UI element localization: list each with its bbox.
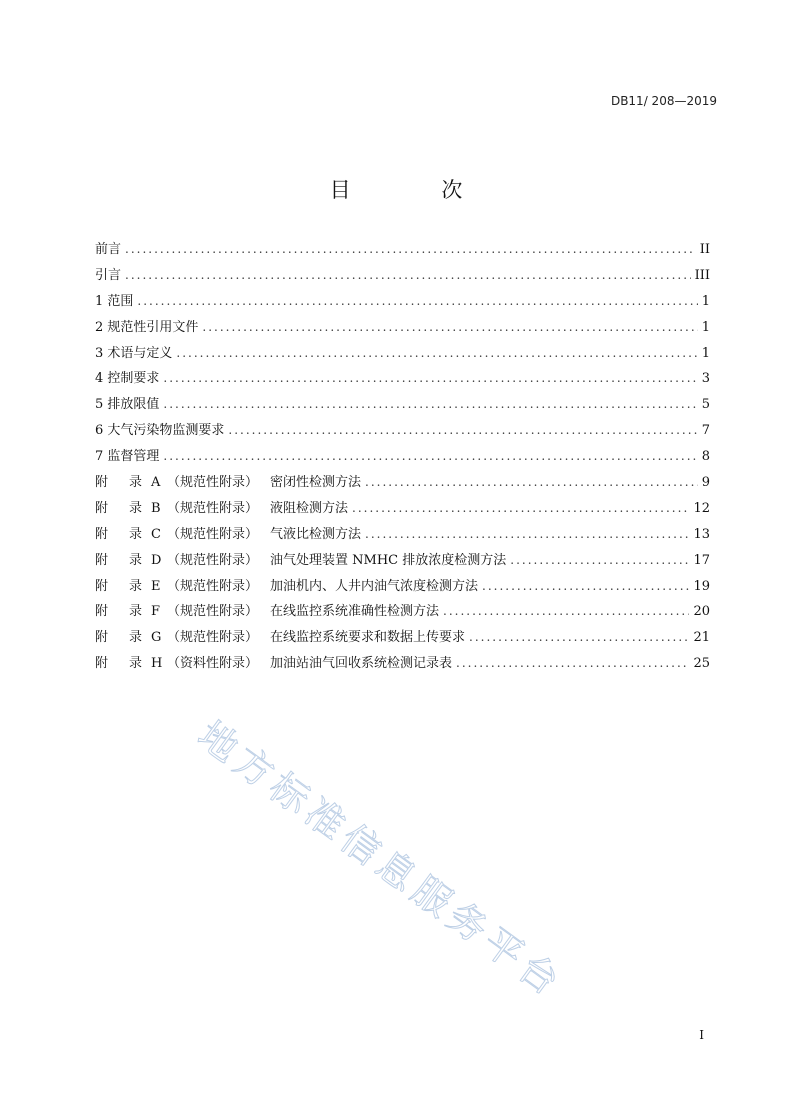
appendix-type: （规范性附录）	[167, 578, 259, 594]
toc-entry[interactable]	[95, 316, 710, 342]
appendix-word-fu: 附	[95, 475, 109, 491]
toc-entry[interactable]	[95, 445, 710, 471]
appendix-letter: E	[151, 578, 161, 594]
appendix-letter: G	[151, 630, 162, 646]
toc-entry-page: 20	[693, 604, 710, 620]
toc-leader	[510, 553, 689, 567]
appendix-type: （规范性附录）	[167, 526, 259, 542]
appendix-word-lu: 录	[129, 578, 143, 594]
toc-entry-page: 1	[701, 293, 710, 309]
appendix-type: （规范性附录）	[167, 604, 259, 620]
document-code: DB11/ 208—2019	[610, 94, 717, 108]
toc-entry-page: III	[694, 267, 710, 283]
toc-entry-label: 前言	[95, 242, 122, 257]
toc-appendix-entry[interactable]	[95, 497, 710, 523]
toc-entry-label: 4 控制要求	[95, 371, 160, 387]
appendix-word-lu: 录	[129, 500, 143, 516]
watermark: 地方标准信息服务平台	[190, 712, 572, 1007]
appendix-label	[95, 626, 465, 645]
appendix-letter: D	[151, 552, 162, 568]
toc-entry-label: 2 规范性引用文件	[95, 319, 199, 335]
toc-entry-label: 6 大气污染物监测要求	[95, 423, 225, 439]
appendix-letter: A	[151, 475, 161, 491]
toc-leader	[163, 449, 697, 463]
appendix-type: （规范性附录）	[167, 475, 259, 491]
appendix-letter: H	[151, 656, 163, 672]
appendix-title: 油气处理装置 NMHC 排放浓度检测方法	[270, 552, 507, 568]
appendix-title: 在线监控系统要求和数据上传要求	[270, 630, 466, 646]
appendix-word-fu: 附	[95, 526, 109, 542]
toc-leader	[163, 371, 697, 385]
toc-entry-page: 5	[701, 397, 710, 413]
toc-entry-page: 25	[693, 656, 710, 672]
appendix-label	[95, 652, 452, 671]
appendix-word-lu: 录	[129, 604, 143, 620]
toc-entry-label: 7 监督管理	[95, 449, 160, 465]
toc-entry-label: 5 排放限值	[95, 397, 160, 413]
appendix-letter: B	[151, 500, 161, 516]
toc-entry-page: 17	[693, 552, 710, 568]
toc-entry-page: 19	[693, 578, 710, 594]
toc-entry-page: 12	[693, 500, 710, 516]
appendix-word-fu: 附	[95, 630, 109, 646]
appendix-letter: F	[151, 604, 161, 620]
toc-entry[interactable]	[95, 264, 710, 290]
toc-entry-page: 8	[701, 449, 710, 465]
page-title: 目 次	[329, 178, 505, 202]
toc-entry[interactable]	[95, 419, 710, 445]
toc-appendix-entry[interactable]	[95, 549, 710, 575]
appendix-title: 气液比检测方法	[270, 526, 362, 542]
appendix-label	[95, 575, 478, 594]
toc-entry[interactable]	[95, 290, 710, 316]
appendix-label	[95, 549, 506, 568]
toc-appendix-entry[interactable]	[95, 600, 710, 626]
toc-appendix-entry[interactable]	[95, 626, 710, 652]
appendix-label	[95, 497, 348, 516]
appendix-type: （规范性附录）	[167, 630, 259, 646]
toc-entry[interactable]	[95, 393, 710, 419]
toc-leader	[482, 579, 689, 593]
toc-entry[interactable]	[95, 342, 710, 368]
toc-leader	[352, 501, 689, 515]
toc-entry-label: 1 范围	[95, 293, 134, 309]
toc-entry-label: 引言	[95, 267, 122, 283]
appendix-word-lu: 录	[129, 656, 143, 672]
appendix-letter: C	[151, 526, 161, 542]
toc-entry-page: 3	[701, 371, 710, 387]
toc-entry-page: 21	[693, 630, 710, 646]
toc-entry[interactable]	[95, 238, 710, 264]
toc-leader	[365, 475, 698, 489]
toc-leader	[137, 294, 697, 308]
toc-entry-page: 9	[701, 475, 710, 491]
toc-leader	[443, 604, 689, 618]
appendix-title: 加油站油气回收系统检测记录表	[270, 656, 453, 672]
toc-leader	[228, 423, 697, 437]
appendix-type: （规范性附录）	[167, 552, 259, 568]
toc-appendix-entry[interactable]	[95, 471, 710, 497]
toc-entry-label: 3 术语与定义	[95, 345, 173, 361]
appendix-word-lu: 录	[129, 475, 143, 491]
toc-leader	[365, 527, 689, 541]
appendix-title: 液阻检测方法	[270, 500, 349, 516]
toc-leader	[176, 346, 697, 360]
toc-appendix-entry[interactable]	[95, 652, 710, 678]
appendix-word-fu: 附	[95, 578, 109, 594]
toc-leader	[202, 320, 697, 334]
appendix-type: （资料性附录）	[167, 656, 259, 672]
toc-leader	[125, 268, 691, 282]
table-of-contents	[95, 238, 710, 678]
toc-entry-page: 1	[701, 345, 710, 361]
appendix-label	[95, 600, 439, 619]
appendix-word-fu: 附	[95, 552, 109, 568]
appendix-word-lu: 录	[129, 630, 143, 646]
toc-entry[interactable]	[95, 367, 710, 393]
toc-entry-page: 1	[701, 319, 710, 335]
footer-page-number: I	[699, 1028, 704, 1042]
appendix-title: 在线监控系统准确性检测方法	[270, 604, 440, 620]
appendix-word-lu: 录	[129, 526, 143, 542]
toc-leader	[163, 397, 697, 411]
appendix-word-fu: 附	[95, 500, 109, 516]
toc-leader	[469, 630, 689, 644]
appendix-word-lu: 录	[129, 552, 143, 568]
appendix-word-fu: 附	[95, 656, 109, 672]
appendix-title: 密闭性检测方法	[270, 475, 362, 491]
toc-entry-page: 7	[701, 423, 710, 439]
appendix-word-fu: 附	[95, 604, 109, 620]
toc-appendix-entry[interactable]	[95, 523, 710, 549]
appendix-title: 加油机内、人井内油气浓度检测方法	[270, 578, 479, 594]
appendix-label	[95, 523, 361, 542]
toc-leader	[456, 656, 689, 670]
toc-leader	[125, 242, 696, 256]
appendix-label	[95, 471, 361, 490]
appendix-type: （规范性附录）	[167, 500, 259, 516]
toc-entry-page: 13	[693, 526, 710, 542]
toc-entry-page: II	[699, 242, 710, 257]
toc-appendix-entry[interactable]	[95, 575, 710, 601]
